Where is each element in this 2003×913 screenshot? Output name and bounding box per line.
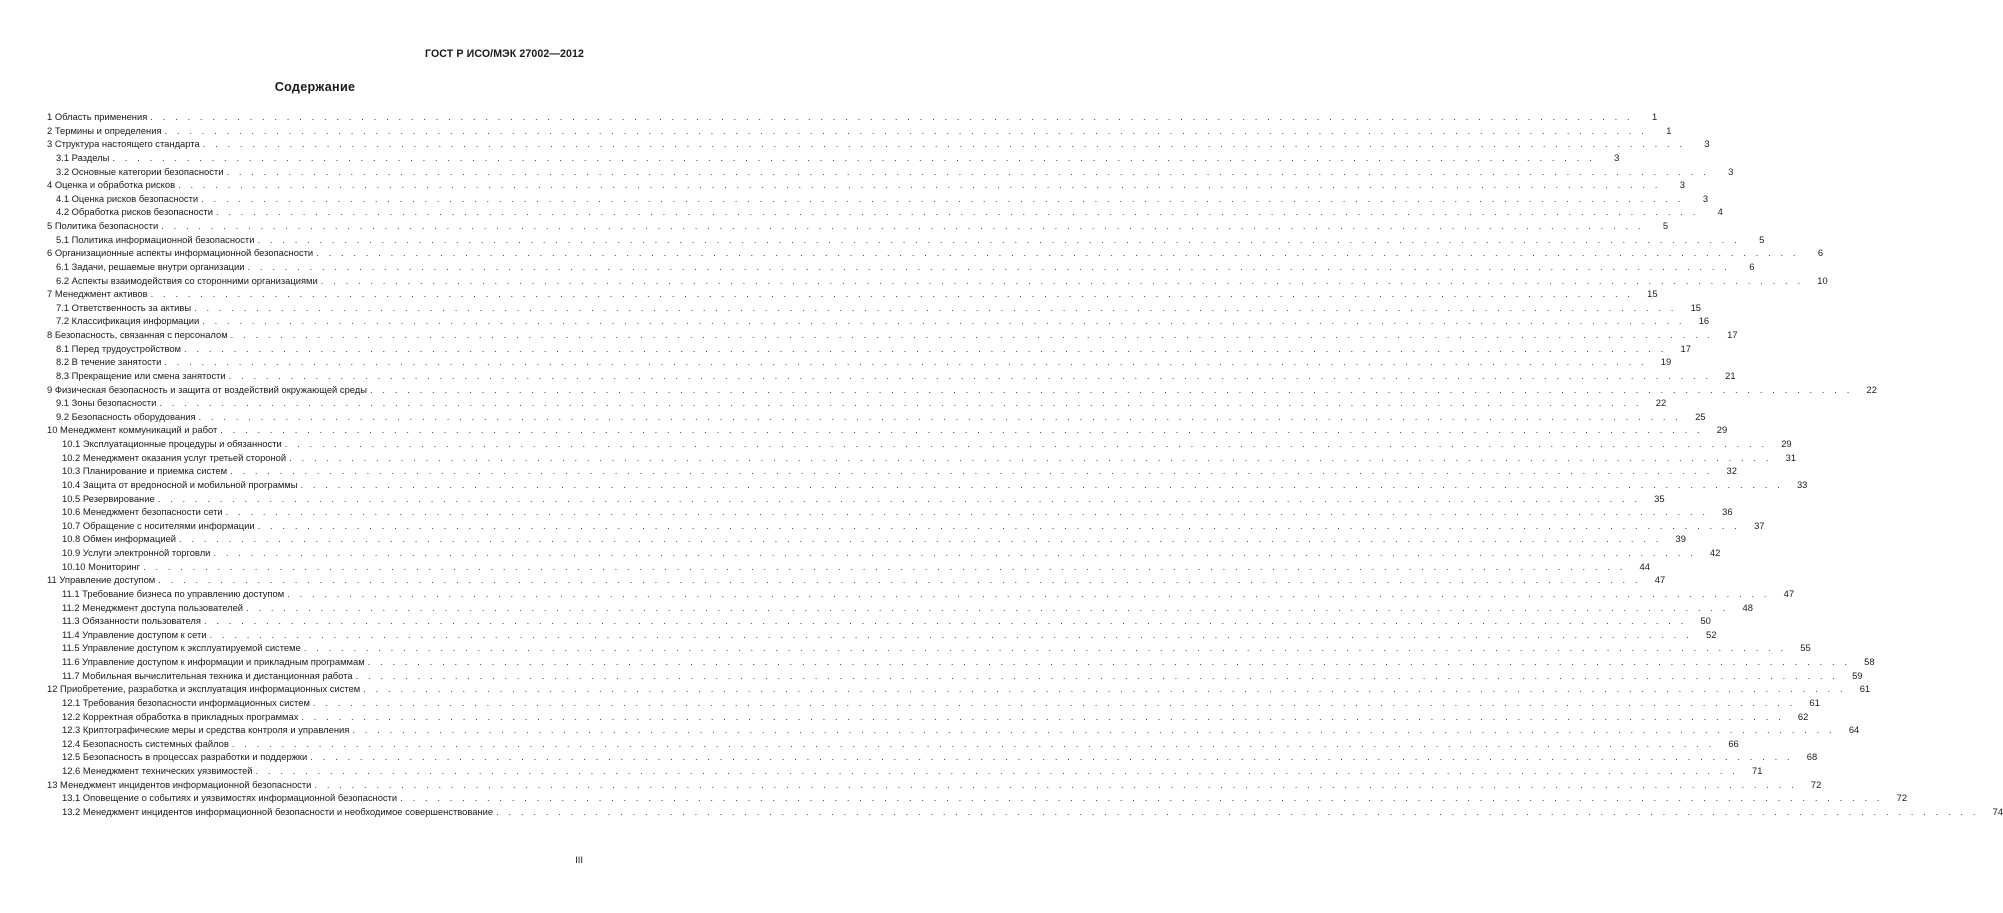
toc-entry-title: 6.1 Задачи, решаемые внутри организации: [56, 260, 245, 272]
toc-entry-title: 3.1 Разделы: [56, 151, 110, 163]
toc-dot-leader: . . . . . . . . . . . . . . . . . . . . . . . . . . . . . . . . . . . . . . . . . . . . . . . . . . . . . . . . . . . . . . . . . . . . . . . . . . . . . . . . . . . . . . . . . . . . . . . . . . . . . . . . . . . . . . . . . . . . . . . .: [230, 329, 1714, 340]
toc-entry-page: 3: [1679, 179, 1686, 191]
toc-dot-leader: . . . . . . . . . . . . . . . . . . . . . . . . . . . . . . . . . . . . . . . . . . . . . . . . . . . . . . . . . . . . . . . . . . . . . . . . . . . . . . . . . . . . . . . . . . . . . . . . . . . . . . . . . . . . . . . . . . . . . . . .: [355, 669, 1839, 681]
toc-entry: [47, 641, 1811, 655]
toc-entry: [47, 614, 1711, 628]
toc-entry: [47, 696, 1820, 710]
toc-dot-leader: . . . . . . . . . . . . . . . . . . . . . . . . . . . . . . . . . . . . . . . . . . . . . . . . . . . . . . . . . . . . . . . . . . . . . . . . . . . . . . . . . . . . . . . . . . . . . . . . . . . . . . . . . . . . . . . . . . . . . . . .: [220, 424, 1704, 436]
toc-entry-page: 17: [1727, 329, 1738, 340]
toc-entry-page: 71: [1752, 765, 1763, 776]
toc-dot-leader: . . . . . . . . . . . . . . . . . . . . . . . . . . . . . . . . . . . . . . . . . . . . . . . . . . . . . . . . . . . . . . . . . . . . . . . . . . . . . . . . . . . . . . . . . . . . . . . . . . . . . . . . . . . . . . . . . . . . . . . .: [178, 179, 1662, 191]
toc-entry-title: 10.7 Обращение с носителями информации: [62, 519, 255, 531]
toc-entry: [47, 192, 1709, 206]
toc-entry: [47, 573, 1666, 587]
toc-entry: [47, 137, 1710, 151]
toc-entry: [47, 423, 1728, 437]
toc-entry-page: 62: [1797, 710, 1809, 722]
toc-entry: [47, 764, 1763, 778]
toc-entry-title: 10.8 Обмен информацией: [62, 533, 177, 545]
toc-entry: [47, 532, 1686, 546]
toc-entry: [47, 451, 1797, 465]
toc-entry: [47, 737, 1739, 751]
toc-entry-page: 31: [1785, 451, 1797, 463]
toc-entry-title: 11.5 Управление доступом к эксплуатируемой системе: [62, 642, 301, 654]
toc-entry-page: 48: [1742, 601, 1753, 613]
toc-entry-title: 8.3 Прекращение или смена занятости: [56, 369, 226, 381]
toc-dot-leader: . . . . . . . . . . . . . . . . . . . . . . . . . . . . . . . . . . . . . . . . . . . . . . . . . . . . . . . . . . . . . . . . . . . . . . . . . . . . . . . . . . . . . . . . . . . . . . . . . . . . . . . . . . . . . . . . . . . . . . . .: [255, 765, 1739, 776]
toc-dot-leader: . . . . . . . . . . . . . . . . . . . . . . . . . . . . . . . . . . . . . . . . . . . . . . . . . . . . . . . . . . . . . . . . . . . . . . . . . . . . . . . . . . . . . . . . . . . . . . . . . . . . . . . . . . . . . . . . . . . . . . . .: [179, 533, 1662, 545]
toc-entry: [47, 546, 1721, 560]
toc-entry-page: 39: [1675, 533, 1686, 545]
toc-dot-leader: . . . . . . . . . . . . . . . . . . . . . . . . . . . . . . . . . . . . . . . . . . . . . . . . . . . . . . . . . . . . . . . . . . . . . . . . . . . . . . . . . . . . . . . . . . . . . . . . . . . . . . . . . . . . . . . . . . . . . . . .: [209, 628, 1693, 640]
toc-entry-title: 4.2 Обработка рисков безопасности: [56, 206, 213, 218]
toc-entry-page: 6: [1749, 260, 1755, 272]
toc-entry: [47, 178, 1686, 192]
toc-entry: [47, 669, 1863, 683]
toc-entry-title: 10.4 Защита от вредоносной и мобильной программы: [62, 478, 298, 490]
toc-entry-title: 9.2 Безопасность оборудования: [56, 410, 196, 422]
toc-entry-page: 66: [1728, 737, 1739, 749]
toc-entry-title: 5 Политика безопасности: [47, 220, 159, 231]
toc-entry-title: 13 Менеджмент инцидентов информационной безопасности: [47, 778, 312, 790]
table-of-contents: [47, 110, 2003, 819]
toc-dot-leader: . . . . . . . . . . . . . . . . . . . . . . . . . . . . . . . . . . . . . . . . . . . . . . . . . . . . . . . . . . . . . . . . . . . . . . . . . . . . . . . . . . . . . . . . . . . . . . . . . . . . . . . . . . . . . . . . . . . . . . . .: [257, 519, 1741, 531]
toc-dot-leader: . . . . . . . . . . . . . . . . . . . . . . . . . . . . . . . . . . . . . . . . . . . . . . . . . . . . . . . . . . . . . . . . . . . . . . . . . . . . . . . . . . . . . . . . . . . . . . . . . . . . . . . . . . . . . . . . . . . . . . . .: [230, 465, 1713, 477]
toc-dot-leader: . . . . . . . . . . . . . . . . . . . . . . . . . . . . . . . . . . . . . . . . . . . . . . . . . . . . . . . . . . . . . . . . . . . . . . . . . . . . . . . . . . . . . . . . . . . . . . . . . . . . . . . . . . . . . . . . . . . . . . . .: [184, 342, 1667, 354]
toc-dot-leader: . . . . . . . . . . . . . . . . . . . . . . . . . . . . . . . . . . . . . . . . . . . . . . . . . . . . . . . . . . . . . . . . . . . . . . . . . . . . . . . . . . . . . . . . . . . . . . . . . . . . . . . . . . . . . . . . . . . . . . . .: [316, 247, 1800, 259]
toc-entry-page: 50: [1700, 615, 1711, 627]
toc-entry-page: 42: [1709, 547, 1721, 558]
toc-dot-leader: . . . . . . . . . . . . . . . . . . . . . . . . . . . . . . . . . . . . . . . . . . . . . . . . . . . . . . . . . . . . . . . . . . . . . . . . . . . . . . . . . . . . . . . . . . . . . . . . . . . . . . . . . . . . . . . . . . . . . . . .: [159, 397, 1643, 409]
toc-entry-title: 4 Оценка и обработка рисков: [47, 179, 176, 191]
toc-entry-page: 32: [1726, 465, 1737, 477]
toc-entry: [47, 151, 1620, 165]
toc-entry-title: 12.2 Корректная обработка в прикладных программах: [62, 710, 299, 722]
toc-entry-page: 47: [1783, 587, 1795, 599]
toc-dot-leader: . . . . . . . . . . . . . . . . . . . . . . . . . . . . . . . . . . . . . . . . . . . . . . . . . . . . . . . . . . . . . . . . . . . . . . . . . . . . . . . . . . . . . . . . . . . . . . . . . . . . . . . . . . . . . . . . . . . . . . . .: [303, 642, 1787, 654]
toc-dot-leader: . . . . . . . . . . . . . . . . . . . . . . . . . . . . . . . . . . . . . . . . . . . . . . . . . . . . . . . . . . . . . . . . . . . . . . . . . . . . . . . . . . . . . . . . . . . . . . . . . . . . . . . . . . . . . . . . . . . . . . . .: [213, 547, 1697, 558]
toc-entry: [47, 301, 1702, 315]
toc-entry: [47, 260, 1755, 274]
toc-entry-title: 10.1 Эксплуатационные процедуры и обязанности: [62, 438, 282, 449]
toc-dot-leader: . . . . . . . . . . . . . . . . . . . . . . . . . . . . . . . . . . . . . . . . . . . . . . . . . . . . . . . . . . . . . . . . . . . . . . . . . . . . . . . . . . . . . . . . . . . . . . . . . . . . . . . . . . . . . . . . . . . . . . . .: [150, 111, 1634, 122]
toc-dot-leader: . . . . . . . . . . . . . . . . . . . . . . . . . . . . . . . . . . . . . . . . . . . . . . . . . . . . . . . . . . . . . . . . . . . . . . . . . . . . . . . . . . . . . . . . . . . . . . . . . . . . . . . . . . . . . . . . . . . . . . . .: [367, 656, 1851, 667]
toc-entry-title: 10.9 Услуги электронной торговли: [62, 547, 211, 558]
toc-entry-page: 59: [1852, 669, 1863, 681]
toc-entry: [47, 219, 1669, 233]
toc-entry-title: 7 Менеджмент активов: [47, 288, 148, 300]
toc-entry-page: 5: [1759, 233, 1765, 245]
toc-entry: [47, 342, 1691, 356]
toc-dot-leader: . . . . . . . . . . . . . . . . . . . . . . . . . . . . . . . . . . . . . . . . . . . . . . . . . . . . . . . . . . . . . . . . . . . . . . . . . . . . . . . . . . . . . . . . . . . . . . . . . . . . . . . . . . . . . . . . . . . . . . . .: [202, 315, 1686, 327]
toc-dot-leader: . . . . . . . . . . . . . . . . . . . . . . . . . . . . . . . . . . . . . . . . . . . . . . . . . . . . . . . . . . . . . . . . . . . . . . . . . . . . . . . . . . . . . . . . . . . . . . . . . . . . . . . . . . . . . . . . . . . . . . . .: [143, 560, 1626, 572]
toc-entry-page: 47: [1654, 574, 1666, 586]
toc-entry-title: 11 Управление доступом: [47, 574, 156, 586]
toc-entry-page: 17: [1680, 342, 1691, 354]
toc-entry-title: 3 Структура настоящего стандарта: [47, 138, 200, 150]
toc-entry: [47, 328, 1738, 342]
toc-dot-leader: . . . . . . . . . . . . . . . . . . . . . . . . . . . . . . . . . . . . . . . . . . . . . . . . . . . . . . . . . . . . . . . . . . . . . . . . . . . . . . . . . . . . . . . . . . . . . . . . . . . . . . . . . . . . . . . . . . . . . . . .: [112, 151, 1596, 163]
toc-dot-leader: . . . . . . . . . . . . . . . . . . . . . . . . . . . . . . . . . . . . . . . . . . . . . . . . . . . . . . . . . . . . . . . . . . . . . . . . . . . . . . . . . . . . . . . . . . . . . . . . . . . . . . . . . . . . . . . . . . . . . . . .: [247, 260, 1731, 272]
toc-entry-page: 35: [1654, 492, 1665, 504]
toc-entry-page: 16: [1698, 315, 1710, 327]
toc-entry-page: 72: [1810, 778, 1822, 790]
toc-entry-title: 10.10 Мониторинг: [62, 560, 141, 572]
toc-entry: [47, 396, 1667, 410]
toc-dot-leader: . . . . . . . . . . . . . . . . . . . . . . . . . . . . . . . . . . . . . . . . . . . . . . . . . . . . . . . . . . . . . . . . . . . . . . . . . . . . . . . . . . . . . . . . . . . . . . . . . . . . . . . . . . . . . . . . . . . . . . . .: [287, 587, 1771, 599]
toc-entry-page: 6: [1817, 247, 1824, 259]
toc-entry: [47, 505, 1733, 519]
toc-entry-page: 74: [1992, 805, 2003, 817]
toc-entry-title: 12.3 Криптографические меры и средства контроля и управления: [62, 724, 350, 736]
toc-dot-leader: . . . . . . . . . . . . . . . . . . . . . . . . . . . . . . . . . . . . . . . . . . . . . . . . . . . . . . . . . . . . . . . . . . . . . . . . . . . . . . . . . . . . . . . . . . . . . . . . . . . . . . . . . . . . . . . . . . . . . . . .: [157, 492, 1641, 504]
toc-entry-title: 12.6 Менеджмент технических уязвимостей: [62, 765, 253, 776]
toc-entry-page: 19: [1660, 356, 1672, 368]
toc-entry: [47, 110, 1658, 124]
toc-entry-page: 36: [1722, 506, 1733, 518]
toc-entry-title: 12.4 Безопасность системных файлов: [62, 737, 229, 749]
toc-entry-title: 3.2 Основные категории безопасности: [56, 165, 224, 177]
toc-entry-title: 8.2 В течение занятости: [56, 356, 162, 368]
toc-entry-page: 61: [1859, 683, 1871, 695]
toc-entry: [47, 233, 1765, 247]
toc-dot-leader: . . . . . . . . . . . . . . . . . . . . . . . . . . . . . . . . . . . . . . . . . . . . . . . . . . . . . . . . . . . . . . . . . . . . . . . . . . . . . . . . . . . . . . . . . . . . . . . . . . . . . . . . . . . . . . . . . . . . . . . .: [164, 124, 1648, 136]
toc-entry: [47, 750, 1818, 764]
toc-entry-title: 11.7 Мобильная вычислительная техника и дистанционная работа: [62, 669, 353, 681]
toc-dot-leader: . . . . . . . . . . . . . . . . . . . . . . . . . . . . . . . . . . . . . . . . . . . . . . . . . . . . . . . . . . . . . . . . . . . . . . . . . . . . . . . . . . . . . . . . . . . . . . . . . . . . . . . . . . . . . . . . . . . . . . . .: [352, 724, 1836, 736]
toc-dot-leader: . . . . . . . . . . . . . . . . . . . . . . . . . . . . . . . . . . . . . . . . . . . . . . . . . . . . . . . . . . . . . . . . . . . . . . . . . . . . . . . . . . . . . . . . . . . . . . . . . . . . . . . . . . . . . . . . . . . . . . . .: [400, 792, 1884, 804]
toc-entry-title: 11.3 Обязанности пользователя: [62, 615, 201, 627]
toc-entry: [47, 205, 1723, 219]
toc-dot-leader: . . . . . . . . . . . . . . . . . . . . . . . . . . . . . . . . . . . . . . . . . . . . . . . . . . . . . . . . . . . . . . . . . . . . . . . . . . . . . . . . . . . . . . . . . . . . . . . . . . . . . . . . . . . . . . . . . . . . . . . .: [314, 778, 1798, 790]
toc-entry: [47, 560, 1650, 574]
toc-dot-leader: . . . . . . . . . . . . . . . . . . . . . . . . . . . . . . . . . . . . . . . . . . . . . . . . . . . . . . . . . . . . . . . . . . . . . . . . . . . . . . . . . . . . . . . . . . . . . . . . . . . . . . . . . . . . . . . . . . . . . . . .: [231, 737, 1715, 749]
toc-entry-title: 4.1 Оценка рисков безопасности: [56, 192, 199, 204]
toc-entry-title: 12.1 Требования безопасности информационных систем: [62, 696, 310, 708]
toc-entry-title: 1 Область применения: [47, 111, 148, 122]
toc-entry: [47, 369, 1736, 383]
toc-dot-leader: . . . . . . . . . . . . . . . . . . . . . . . . . . . . . . . . . . . . . . . . . . . . . . . . . . . . . . . . . . . . . . . . . . . . . . . . . . . . . . . . . . . . . . . . . . . . . . . . . . . . . . . . . . . . . . . . . . . . . . . .: [150, 288, 1634, 300]
toc-entry-page: 3: [1704, 138, 1710, 150]
toc-entry-page: 15: [1690, 301, 1702, 313]
toc-entry-page: 58: [1864, 656, 1875, 667]
toc-entry: [47, 383, 1877, 397]
toc-entry: [47, 274, 1828, 288]
toc-entry: [47, 710, 1809, 724]
toc-entry-title: 12.5 Безопасность в процессах разработки и поддержки: [62, 751, 308, 763]
toc-entry-title: 11.6 Управление доступом к информации и прикладным программам: [62, 656, 365, 667]
toc-entry-title: 13.2 Менеджмент инцидентов информационной безопасности и необходимое совершенствование: [62, 805, 494, 817]
toc-entry: [47, 519, 1765, 533]
toc-dot-leader: . . . . . . . . . . . . . . . . . . . . . . . . . . . . . . . . . . . . . . . . . . . . . . . . . . . . . . . . . . . . . . . . . . . . . . . . . . . . . . . . . . . . . . . . . . . . . . . . . . . . . . . . . . . . . . . . . . . . . . . .: [496, 805, 1980, 817]
toc-dot-leader: . . . . . . . . . . . . . . . . . . . . . . . . . . . . . . . . . . . . . . . . . . . . . . . . . . . . . . . . . . . . . . . . . . . . . . . . . . . . . . . . . . . . . . . . . . . . . . . . . . . . . . . . . . . . . . . . . . . . . . . .: [370, 383, 1853, 395]
toc-entry: [47, 410, 1706, 424]
toc-entry-title: 8 Безопасность, связанная с персоналом: [47, 329, 228, 340]
toc-entry-page: 72: [1896, 792, 1908, 804]
toc-entry: [47, 165, 1734, 179]
toc-dot-leader: . . . . . . . . . . . . . . . . . . . . . . . . . . . . . . . . . . . . . . . . . . . . . . . . . . . . . . . . . . . . . . . . . . . . . . . . . . . . . . . . . . . . . . . . . . . . . . . . . . . . . . . . . . . . . . . . . . . . . . . .: [257, 233, 1741, 245]
toc-entry-page: 68: [1806, 751, 1818, 763]
toc-entry-title: 13.1 Оповещение о событиях и уязвимостях информационной безопасности: [62, 792, 398, 804]
toc-entry-page: 37: [1754, 519, 1765, 531]
page-title: Содержание: [274, 80, 356, 94]
toc-entry-page: 52: [1705, 628, 1717, 640]
toc-entry: [47, 682, 1871, 696]
document-code-header: ГОСТ Р ИСО/МЭК 27002—2012: [425, 48, 584, 60]
toc-dot-leader: . . . . . . . . . . . . . . . . . . . . . . . . . . . . . . . . . . . . . . . . . . . . . . . . . . . . . . . . . . . . . . . . . . . . . . . . . . . . . . . . . . . . . . . . . . . . . . . . . . . . . . . . . . . . . . . . . . . . . . . .: [194, 301, 1678, 313]
toc-entry-page: 22: [1866, 383, 1877, 395]
toc-entry-page: 10: [1817, 274, 1828, 286]
toc-entry-title: 10 Менеджмент коммуникаций и работ: [47, 424, 218, 436]
toc-entry-page: 4: [1717, 206, 1723, 218]
toc-entry-title: 11.4 Управление доступом к сети: [62, 628, 207, 640]
toc-entry-page: 29: [1716, 424, 1728, 436]
toc-dot-leader: . . . . . . . . . . . . . . . . . . . . . . . . . . . . . . . . . . . . . . . . . . . . . . . . . . . . . . . . . . . . . . . . . . . . . . . . . . . . . . . . . . . . . . . . . . . . . . . . . . . . . . . . . . . . . . . . . . . . . . . .: [284, 438, 1768, 449]
toc-entry-title: 8.1 Перед трудоустройством: [56, 342, 181, 354]
toc-entry-page: 61: [1809, 696, 1820, 708]
toc-entry: [47, 314, 1710, 328]
toc-entry-page: 29: [1781, 438, 1792, 449]
toc-entry-page: 15: [1647, 288, 1658, 300]
toc-entry-title: 2 Термины и определения: [47, 124, 162, 136]
toc-entry-title: 9 Физическая безопасность и защита от воздействий окружающей среды: [47, 383, 367, 395]
toc-entry-page: 3: [1614, 151, 1620, 163]
toc-entry-page: 21: [1725, 369, 1736, 381]
toc-entry-title: 10.2 Менеджмент оказания услуг третьей стороной: [62, 451, 287, 463]
toc-dot-leader: . . . . . . . . . . . . . . . . . . . . . . . . . . . . . . . . . . . . . . . . . . . . . . . . . . . . . . . . . . . . . . . . . . . . . . . . . . . . . . . . . . . . . . . . . . . . . . . . . . . . . . . . . . . . . . . . . . . . . . . .: [203, 615, 1687, 627]
toc-dot-leader: . . . . . . . . . . . . . . . . . . . . . . . . . . . . . . . . . . . . . . . . . . . . . . . . . . . . . . . . . . . . . . . . . . . . . . . . . . . . . . . . . . . . . . . . . . . . . . . . . . . . . . . . . . . . . . . . . . . . . . . .: [161, 220, 1645, 231]
toc-entry-title: 10.6 Менеджмент безопасности сети: [62, 506, 223, 518]
toc-entry-title: 10.5 Резервирование: [62, 492, 155, 504]
toc-dot-leader: . . . . . . . . . . . . . . . . . . . . . . . . . . . . . . . . . . . . . . . . . . . . . . . . . . . . . . . . . . . . . . . . . . . . . . . . . . . . . . . . . . . . . . . . . . . . . . . . . . . . . . . . . . . . . . . . . . . . . . . .: [320, 274, 1804, 286]
toc-entry: [47, 437, 1792, 451]
toc-dot-leader: . . . . . . . . . . . . . . . . . . . . . . . . . . . . . . . . . . . . . . . . . . . . . . . . . . . . . . . . . . . . . . . . . . . . . . . . . . . . . . . . . . . . . . . . . . . . . . . . . . . . . . . . . . . . . . . . . . . . . . . .: [289, 451, 1773, 463]
toc-dot-leader: . . . . . . . . . . . . . . . . . . . . . . . . . . . . . . . . . . . . . . . . . . . . . . . . . . . . . . . . . . . . . . . . . . . . . . . . . . . . . . . . . . . . . . . . . . . . . . . . . . . . . . . . . . . . . . . . . . . . . . . .: [312, 696, 1796, 708]
toc-entry: [47, 492, 1665, 506]
toc-entry: [47, 124, 1672, 138]
toc-entry-page: 3: [1728, 165, 1734, 177]
toc-dot-leader: . . . . . . . . . . . . . . . . . . . . . . . . . . . . . . . . . . . . . . . . . . . . . . . . . . . . . . . . . . . . . . . . . . . . . . . . . . . . . . . . . . . . . . . . . . . . . . . . . . . . . . . . . . . . . . . . . . . . . . . .: [215, 206, 1699, 218]
toc-dot-leader: . . . . . . . . . . . . . . . . . . . . . . . . . . . . . . . . . . . . . . . . . . . . . . . . . . . . . . . . . . . . . . . . . . . . . . . . . . . . . . . . . . . . . . . . . . . . . . . . . . . . . . . . . . . . . . . . . . . . . . . .: [198, 410, 1682, 422]
toc-entry: [47, 464, 1737, 478]
toc-dot-leader: . . . . . . . . . . . . . . . . . . . . . . . . . . . . . . . . . . . . . . . . . . . . . . . . . . . . . . . . . . . . . . . . . . . . . . . . . . . . . . . . . . . . . . . . . . . . . . . . . . . . . . . . . . . . . . . . . . . . . . . .: [228, 369, 1712, 381]
page-number: III: [575, 854, 583, 865]
toc-dot-leader: . . . . . . . . . . . . . . . . . . . . . . . . . . . . . . . . . . . . . . . . . . . . . . . . . . . . . . . . . . . . . . . . . . . . . . . . . . . . . . . . . . . . . . . . . . . . . . . . . . . . . . . . . . . . . . . . . . . . . . . .: [225, 506, 1709, 518]
toc-dot-leader: . . . . . . . . . . . . . . . . . . . . . . . . . . . . . . . . . . . . . . . . . . . . . . . . . . . . . . . . . . . . . . . . . . . . . . . . . . . . . . . . . . . . . . . . . . . . . . . . . . . . . . . . . . . . . . . . . . . . . . . .: [158, 574, 1642, 586]
toc-entry: [47, 355, 1672, 369]
toc-entry-page: 44: [1639, 560, 1650, 572]
toc-entry-title: 7.2 Классификация информации: [56, 315, 200, 327]
toc-dot-leader: . . . . . . . . . . . . . . . . . . . . . . . . . . . . . . . . . . . . . . . . . . . . . . . . . . . . . . . . . . . . . . . . . . . . . . . . . . . . . . . . . . . . . . . . . . . . . . . . . . . . . . . . . . . . . . . . . . . . . . . .: [363, 683, 1847, 695]
toc-entry-title: 6.2 Аспекты взаимодействия со сторонними организациями: [56, 274, 318, 286]
toc-entry-title: 11.2 Менеджмент доступа пользователей: [62, 601, 244, 613]
toc-entry-page: 3: [1702, 192, 1709, 204]
toc-entry-title: 6 Организационные аспекты информационной безопасности: [47, 247, 314, 259]
toc-dot-leader: . . . . . . . . . . . . . . . . . . . . . . . . . . . . . . . . . . . . . . . . . . . . . . . . . . . . . . . . . . . . . . . . . . . . . . . . . . . . . . . . . . . . . . . . . . . . . . . . . . . . . . . . . . . . . . . . . . . . . . . .: [300, 478, 1784, 490]
toc-entry: [47, 601, 1753, 615]
toc-entry-title: 9.1 Зоны безопасности: [56, 397, 157, 409]
toc-dot-leader: . . . . . . . . . . . . . . . . . . . . . . . . . . . . . . . . . . . . . . . . . . . . . . . . . . . . . . . . . . . . . . . . . . . . . . . . . . . . . . . . . . . . . . . . . . . . . . . . . . . . . . . . . . . . . . . . . . . . . . . .: [310, 751, 1794, 763]
toc-entry: [47, 723, 1860, 737]
toc-dot-leader: . . . . . . . . . . . . . . . . . . . . . . . . . . . . . . . . . . . . . . . . . . . . . . . . . . . . . . . . . . . . . . . . . . . . . . . . . . . . . . . . . . . . . . . . . . . . . . . . . . . . . . . . . . . . . . . . . . . . . . . .: [246, 601, 1729, 613]
toc-entry: [47, 655, 1875, 669]
toc-entry-page: 25: [1695, 410, 1706, 422]
toc-dot-leader: . . . . . . . . . . . . . . . . . . . . . . . . . . . . . . . . . . . . . . . . . . . . . . . . . . . . . . . . . . . . . . . . . . . . . . . . . . . . . . . . . . . . . . . . . . . . . . . . . . . . . . . . . . . . . . . . . . . . . . . .: [202, 138, 1686, 150]
toc-entry-page: 1: [1652, 111, 1658, 122]
toc-dot-leader: . . . . . . . . . . . . . . . . . . . . . . . . . . . . . . . . . . . . . . . . . . . . . . . . . . . . . . . . . . . . . . . . . . . . . . . . . . . . . . . . . . . . . . . . . . . . . . . . . . . . . . . . . . . . . . . . . . . . . . . .: [164, 356, 1648, 368]
toc-entry-page: 55: [1800, 642, 1811, 654]
toc-entry-page: 1: [1666, 124, 1672, 136]
toc-entry-title: 11.1 Требование бизнеса по управлению доступом: [62, 587, 285, 599]
toc-entry-title: 5.1 Политика информационной безопасности: [56, 233, 255, 245]
toc-entry: [47, 478, 1808, 492]
toc-entry: [47, 587, 1795, 601]
toc-entry: [47, 287, 1658, 301]
toc-dot-leader: . . . . . . . . . . . . . . . . . . . . . . . . . . . . . . . . . . . . . . . . . . . . . . . . . . . . . . . . . . . . . . . . . . . . . . . . . . . . . . . . . . . . . . . . . . . . . . . . . . . . . . . . . . . . . . . . . . . . . . . .: [301, 710, 1785, 722]
toc-dot-leader: . . . . . . . . . . . . . . . . . . . . . . . . . . . . . . . . . . . . . . . . . . . . . . . . . . . . . . . . . . . . . . . . . . . . . . . . . . . . . . . . . . . . . . . . . . . . . . . . . . . . . . . . . . . . . . . . . . . . . . . .: [226, 165, 1710, 177]
toc-entry-page: 5: [1662, 220, 1669, 231]
toc-entry: [47, 778, 1822, 792]
toc-entry: [47, 628, 1717, 642]
toc-entry-page: 22: [1655, 397, 1667, 409]
toc-entry: [47, 791, 1908, 805]
toc-dot-leader: . . . . . . . . . . . . . . . . . . . . . . . . . . . . . . . . . . . . . . . . . . . . . . . . . . . . . . . . . . . . . . . . . . . . . . . . . . . . . . . . . . . . . . . . . . . . . . . . . . . . . . . . . . . . . . . . . . . . . . . .: [201, 192, 1685, 204]
toc-entry-page: 64: [1848, 724, 1860, 736]
toc-entry: [47, 246, 1824, 260]
toc-entry-page: 33: [1796, 478, 1808, 490]
toc-entry: [47, 805, 2003, 819]
toc-entry-title: 7.1 Ответственность за активы: [56, 301, 192, 313]
toc-entry-title: 12 Приобретение, разработка и эксплуатация информационных систем: [47, 683, 361, 695]
toc-entry-title: 10.3 Планирование и приемка систем: [62, 465, 228, 477]
